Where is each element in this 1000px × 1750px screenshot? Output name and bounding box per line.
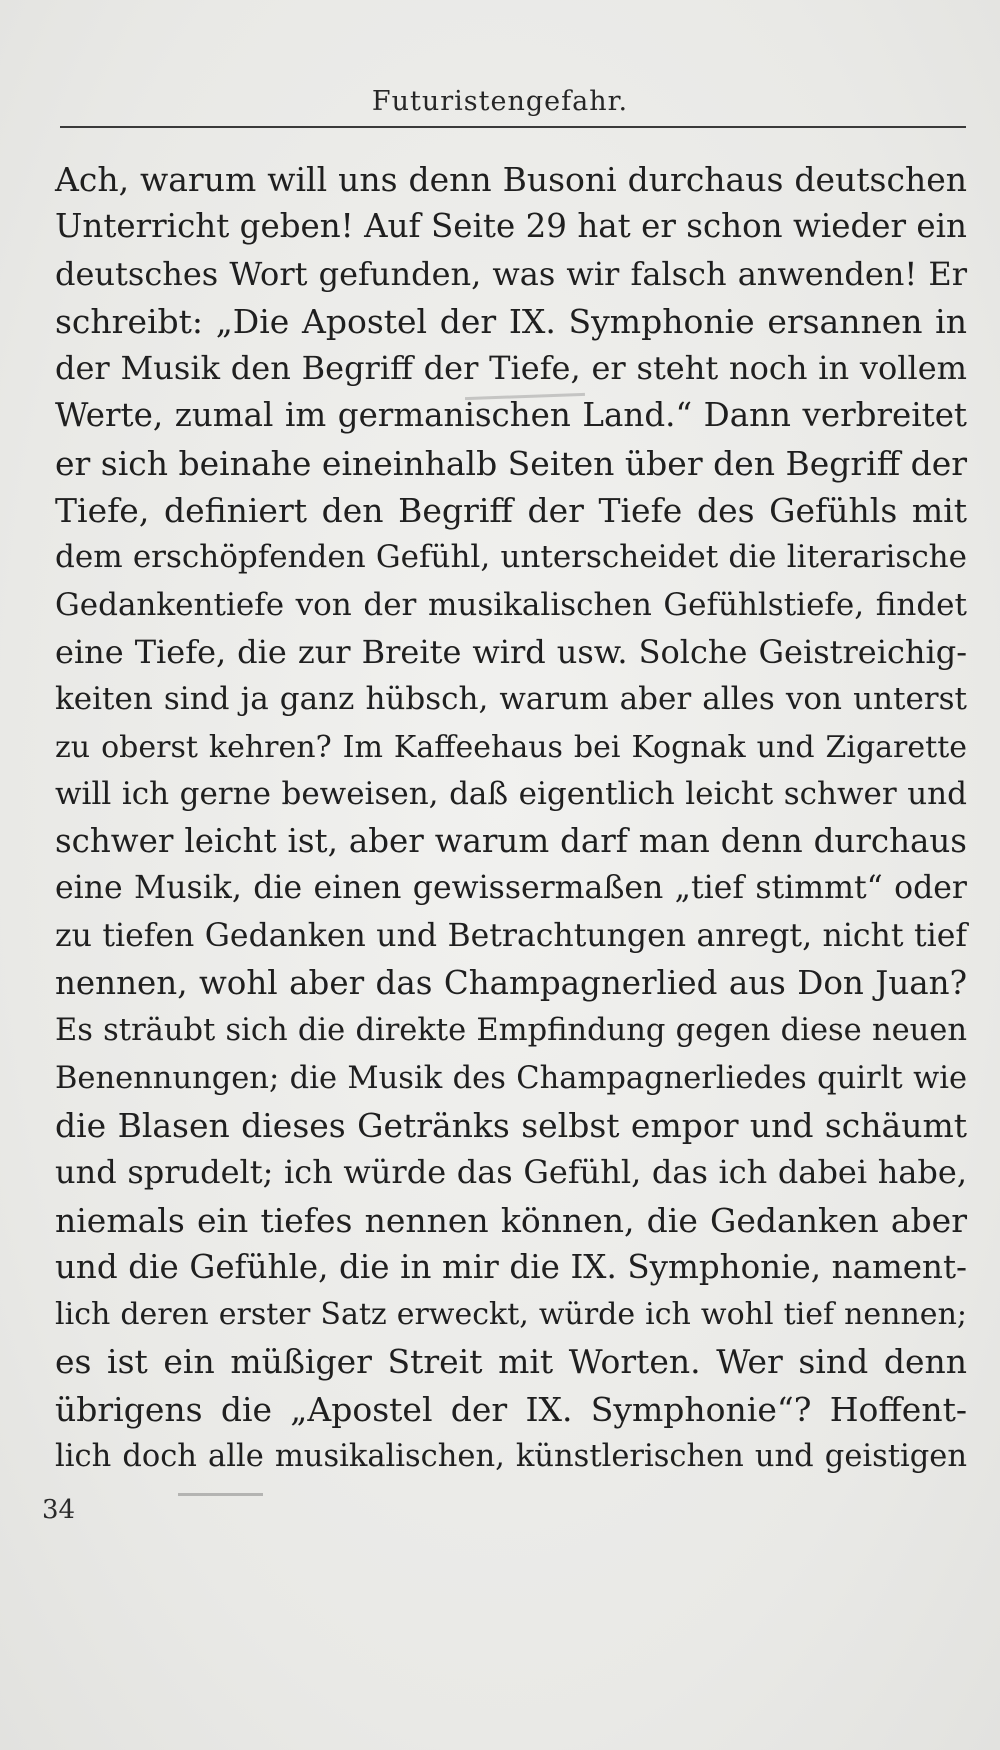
text-line: Werte, zumal im germanischen Land.“ Dann verbreitet — [55, 396, 967, 435]
text-line: deutsches Wort gefunden, was wir falsch anwenden! Er — [55, 254, 967, 293]
body-text — [55, 156, 967, 1480]
text-line: dem erschöpfenden Gefühl, unterscheidet die literarische — [55, 539, 967, 576]
text-line: schreibt: „Die Apostel der IX. Symphonie ersannen in — [55, 301, 967, 341]
pencil-underline — [178, 1493, 263, 1496]
running-head: Futuristengefahr. — [371, 86, 629, 117]
page-number: 34 — [42, 1495, 76, 1525]
text-line: und die Gefühle, die in mir die IX. Symphonie, nament- — [55, 1247, 967, 1286]
text-line: lich deren erster Satz erweckt, würde ich wohl tief nennen; — [55, 1297, 967, 1333]
text-line: keiten sind ja ganz hübsch, warum aber alles von unterst — [55, 681, 967, 718]
text-line: Es sträubt sich die direkte Empfindung gegen diese neuen — [55, 1013, 967, 1049]
text-line: lich doch alle musikalischen, künstlerischen und geistigen — [55, 1439, 967, 1475]
text-line: Gedankentiefe von der musikalischen Gefühlstiefe, findet — [55, 586, 967, 623]
text-line: schwer leicht ist, aber warum darf man denn durchaus — [55, 822, 967, 861]
text-line: Ach, warum will uns denn Busoni durchaus deutschen — [55, 160, 967, 199]
text-line: zu oberst kehren? Im Kaffeehaus bei Kognak und Zigarette — [55, 729, 967, 765]
text-line: der Musik den Begriff der Tiefe, er steht noch in vollem — [55, 349, 967, 388]
text-line: übrigens die „Apostel der IX. Symphonie“? Hoffent- — [55, 1389, 967, 1429]
text-line: will ich gerne beweisen, daß eigentlich leicht schwer und — [55, 775, 967, 812]
text-line: Unterricht geben! Auf Seite 29 hat er schon wieder ein — [55, 207, 967, 246]
text-line: niemals ein tiefes nennen können, die Gedanken aber — [55, 1200, 967, 1240]
text-line: nennen, wohl aber das Champagnerlied aus Don Juan? — [55, 964, 967, 1003]
text-line: Tiefe, definiert den Begriff der Tiefe des Gefühls mit — [55, 491, 967, 531]
text-line: zu tiefen Gedanken und Betrachtungen anregt, nicht tief — [55, 917, 967, 954]
text-line: es ist ein müßiger Streit mit Worten. Wer sind denn — [55, 1342, 967, 1382]
text-line: und sprudelt; ich würde das Gefühl, das ich dabei habe, — [55, 1153, 967, 1192]
text-line: er sich beinahe eineinhalb Seiten über den Begriff der — [55, 443, 968, 483]
text-line: Benennungen; die Musik des Champagnerliedes quirlt wie — [55, 1060, 967, 1096]
header-rule — [60, 126, 966, 128]
text-line: eine Musik, die einen gewissermaßen „tief stimmt“ oder — [55, 870, 967, 907]
text-line: die Blasen dieses Getränks selbst empor und schäumt — [55, 1105, 967, 1145]
text-line: eine Tiefe, die zur Breite wird usw. Solche Geistreichig- — [55, 632, 967, 671]
